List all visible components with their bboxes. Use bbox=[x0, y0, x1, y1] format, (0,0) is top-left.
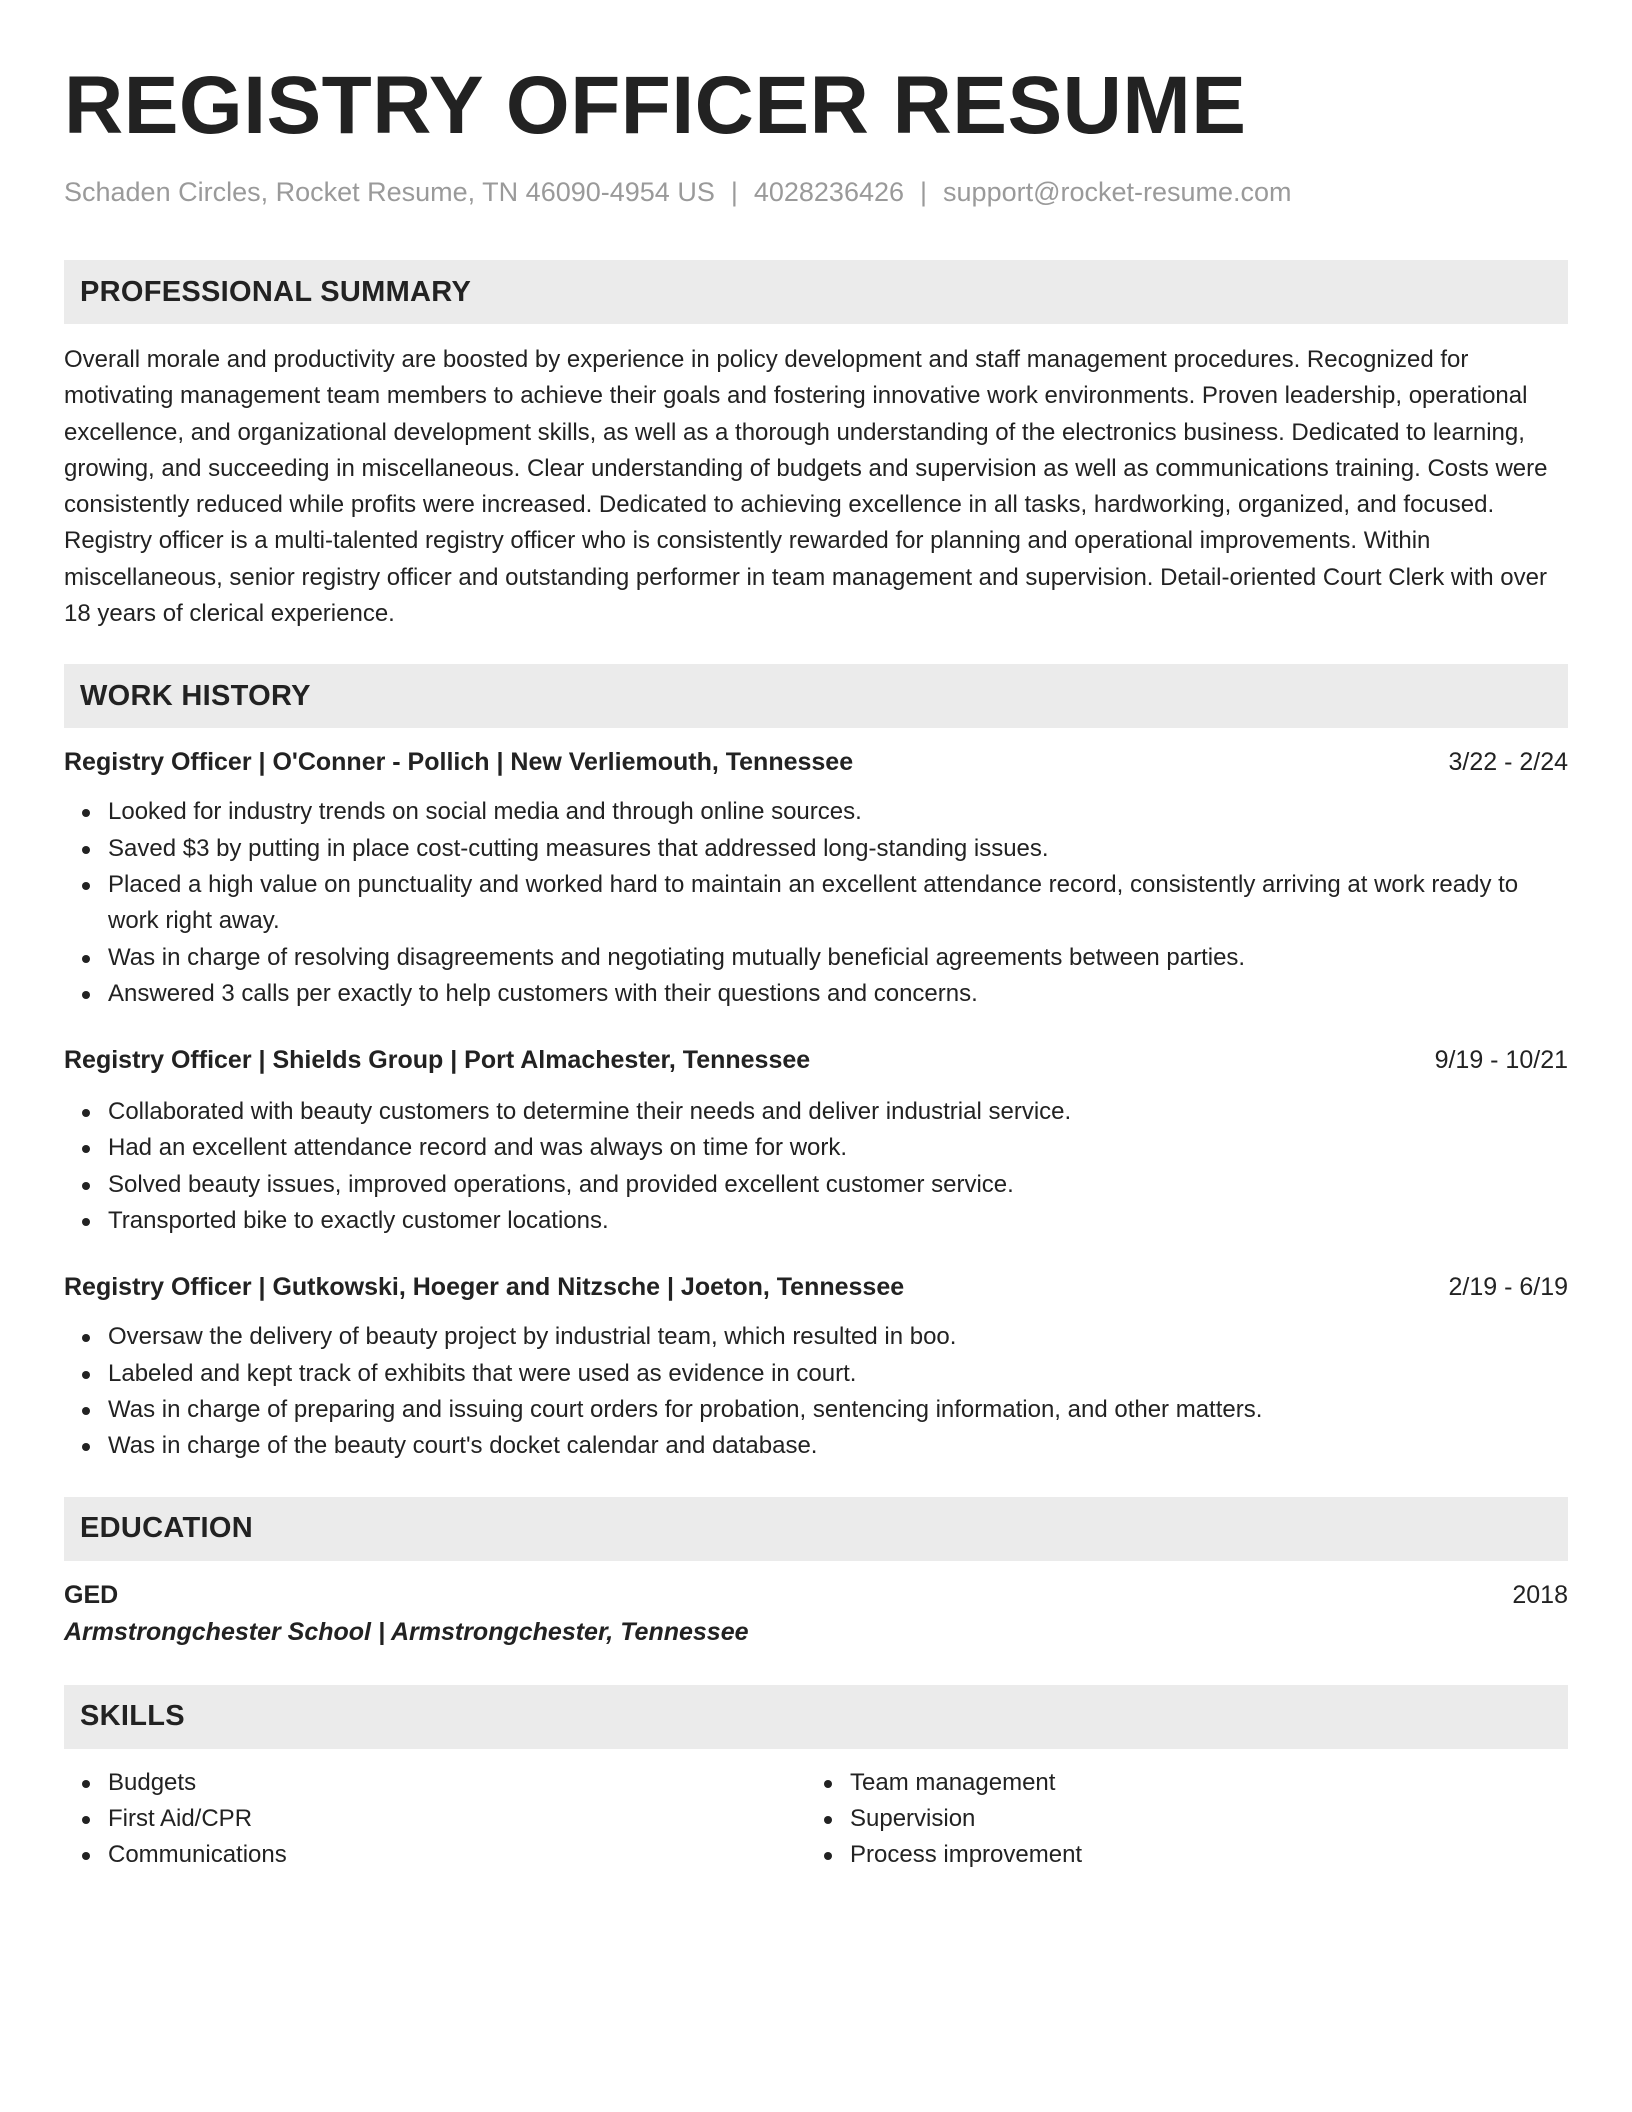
skill-item: Process improvement bbox=[806, 1837, 1548, 1873]
job-title: Registry Officer | O'Conner - Pollich | New Verliemouth, Tennessee bbox=[64, 748, 854, 777]
education-header bbox=[64, 1577, 1568, 1613]
job-bullet: Answered 3 calls per exactly to help customers with their questions and concerns. bbox=[64, 976, 1568, 1012]
skill-item: Team management bbox=[806, 1765, 1548, 1801]
education-school: Armstrongchester School | Armstrongchester, Tennessee bbox=[64, 1617, 749, 1646]
job-bullet: Was in charge of resolving disagreements and negotiating mutually beneficial agreements between parties. bbox=[64, 940, 1568, 976]
job-entry bbox=[64, 744, 1568, 1012]
contact-separator: | bbox=[730, 177, 738, 207]
job-bullet: Saved $3 by putting in place cost-cutting measures that addressed long-standing issues. bbox=[64, 831, 1568, 867]
education-degree: GED bbox=[64, 1580, 119, 1609]
skills-section-header bbox=[64, 1685, 1568, 1749]
skills-column-right bbox=[806, 1765, 1548, 1873]
job-header bbox=[64, 1042, 1568, 1078]
skills-list bbox=[64, 1765, 806, 1873]
skill-item: Supervision bbox=[806, 1801, 1548, 1837]
job-bullet: Collaborated with beauty customers to determine their needs and deliver industrial service. bbox=[64, 1094, 1568, 1130]
job-bullets bbox=[64, 794, 1568, 1012]
job-bullet: Solved beauty issues, improved operations, and provided excellent customer service. bbox=[64, 1167, 1568, 1203]
skill-item: Budgets bbox=[64, 1765, 806, 1801]
contact-address: Schaden Circles, Rocket Resume, TN 46090-4954 US bbox=[64, 177, 715, 207]
skills-grid bbox=[64, 1765, 1568, 1873]
job-bullets bbox=[64, 1319, 1568, 1464]
skill-item: Communications bbox=[64, 1837, 806, 1873]
education-section-header bbox=[64, 1497, 1568, 1561]
contact-separator: | bbox=[920, 177, 928, 207]
education-heading: EDUCATION bbox=[80, 1512, 253, 1545]
job-bullet: Was in charge of preparing and issuing court orders for probation, sentencing information, and other matters. bbox=[64, 1392, 1568, 1428]
work-heading: WORK HISTORY bbox=[80, 679, 311, 712]
job-entry bbox=[64, 1042, 1568, 1239]
resume-page bbox=[64, 58, 1568, 1873]
job-bullet: Was in charge of the beauty court's docket calendar and database. bbox=[64, 1428, 1568, 1464]
contact-line bbox=[64, 174, 1568, 210]
skills-column-left bbox=[64, 1765, 806, 1873]
education-year: 2018 bbox=[1512, 1580, 1568, 1609]
work-section-header bbox=[64, 664, 1568, 728]
summary-section-header bbox=[64, 260, 1568, 324]
skill-item: First Aid/CPR bbox=[64, 1801, 806, 1837]
job-dates: 9/19 - 10/21 bbox=[1434, 1046, 1568, 1075]
job-dates: 3/22 - 2/24 bbox=[1448, 748, 1568, 777]
job-bullet: Placed a high value on punctuality and worked hard to maintain an excellent attendance record, consistently arriving at work ready to work right away. bbox=[64, 867, 1568, 940]
skills-list bbox=[806, 1765, 1548, 1873]
job-header bbox=[64, 1269, 1568, 1305]
job-bullets bbox=[64, 1094, 1568, 1239]
job-header bbox=[64, 744, 1568, 780]
summary-heading: PROFESSIONAL SUMMARY bbox=[80, 275, 472, 308]
contact-phone: 4028236426 bbox=[753, 177, 905, 207]
job-bullet: Looked for industry trends on social media and through online sources. bbox=[64, 794, 1568, 830]
education-entry bbox=[64, 1577, 1568, 1651]
job-title: Registry Officer | Gutkowski, Hoeger and Nitzsche | Joeton, Tennessee bbox=[64, 1273, 905, 1302]
contact-email: support@rocket-resume.com bbox=[943, 177, 1292, 207]
job-bullet: Labeled and kept track of exhibits that were used as evidence in court. bbox=[64, 1356, 1568, 1392]
job-bullet: Oversaw the delivery of beauty project by industrial team, which resulted in boo. bbox=[64, 1319, 1568, 1355]
job-title: Registry Officer | Shields Group | Port Almachester, Tennessee bbox=[64, 1046, 811, 1075]
resume-title: REGISTRY OFFICER RESUME bbox=[64, 60, 1247, 151]
summary-text: Overall morale and productivity are boosted by experience in policy development and staff management procedures. Recognized for motivating management team members to achieve their goals and fostering innovative work environments. Proven leadership, operational excellence, and organizational development skills, as well as a thorough understanding of the electronics business. Dedicated to learning, growing, and succeeding in miscellaneous. Clear understanding of budgets and supervision as well as communications training. Costs were consistently reduced while profits were increased. Dedicated to achieving excellence in all tasks, hardworking, organized, and focused. Registry officer is a multi-talented registry officer who is consistently rewarded for planning and operational improvements. Within miscellaneous, senior registry officer and outstanding performer in team management and supervision. Detail-oriented Court Clerk with over 18 years of clerical experience. bbox=[64, 346, 1548, 628]
job-bullet: Transported bike to exactly customer locations. bbox=[64, 1203, 1568, 1239]
job-dates: 2/19 - 6/19 bbox=[1448, 1273, 1568, 1302]
job-entry bbox=[64, 1269, 1568, 1464]
skills-heading: SKILLS bbox=[80, 1700, 185, 1733]
job-bullet: Had an excellent attendance record and was always on time for work. bbox=[64, 1130, 1568, 1166]
